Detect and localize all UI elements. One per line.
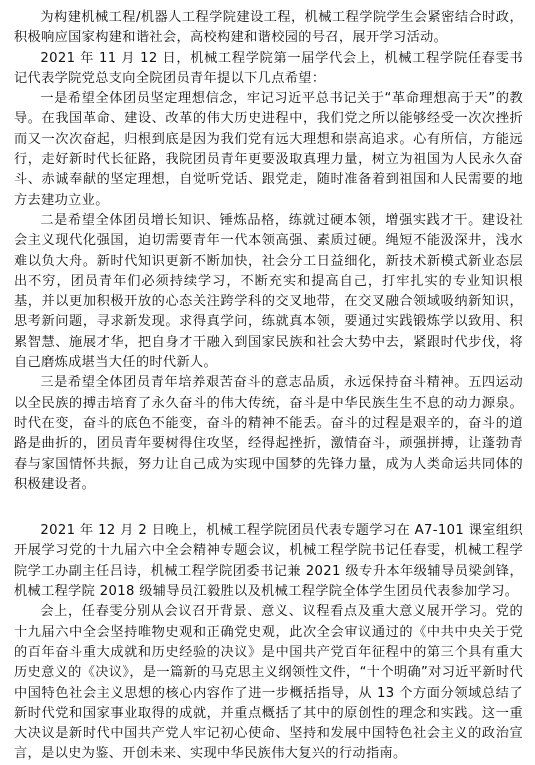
study-meeting-paragraph: 2021 年 12 月 2 日晚上，机械工程学院团员代表专题学习在 A7-101 课室组织开展学习党的十九届六中全会精神专题会议，机械工程学院书记任春雯，机械工程学院学工办副主任吕诗，机械工程学院团委书记兼 2021 级专升本年级辅导员梁剑锋，机械工程学院 2018 级辅导员江毅胜以及机械工程学院全体学生团员代表参加学习。 — [14, 523, 523, 600]
hope-one-paragraph: 一是希望全体团员坚定理想信念，牢记习近平总书记关于“革命理想高于天”的教导。在我国革命、建设、改革的伟大历史进程中，我们党之所以能够经受一次次挫折而又一次次奋起，归根到底是因为我们党有远大理想和崇高追求。心有所信，方能远行，走好新时代长征路，我院团员青年更要汲取真理力量，树立为祖国为人民永久奋斗、赤诚奉献的坚定理想，自觉听党话、跟党走，随时准备着到祖国和人民需要的地方去建功立业。 — [14, 91, 523, 208]
hope-two-paragraph: 二是希望全体团员增长知识、锤炼品格，练就过硬本领，增强实践才干。建设社会主义现代化强国，迫切需要青年一代本领高强、素质过硬。绳短不能汲深井，浅水难以负大舟。新时代知识更新不断加快，社会分工日益细化，新技术新模式新业态层出不穷，团员青年们必须持续学习，不断充实和提高自己，打牢扎实的专业知识根基，并以更加积极开放的心态关注跨学科的交叉地带，在交叉融合领域吸纳新知识，思考新问题，寻求新发现。求得真学问，练就真本领，要通过实践锻炼学以致用、积累智慧、施展才华，把自身才干融入到国家民族和社会大势中去，紧跟时代步伐，将自己磨炼成堪当大任的时代新人。 — [14, 212, 523, 371]
congress-paragraph: 2021 年 11 月 12 日，机械工程学院第一届学代会上，机械工程学院任春雯书记代表学院党总支向全院团员青年提以下几点希望： — [14, 50, 523, 86]
section-gap — [14, 495, 523, 521]
meeting-content-paragraph: 会上，任春雯分别从会议召开背景、意义、议程看点及重大意义展开学习。党的十九届六中全会坚持唯物史观和正确党史观，此次全会审议通过的《中共中央关于党的百年奋斗重大成就和历史经验的决议》是中国共产党百年征程中的第三个具有重大历史意义的《决议》，是一篇新的马克思主义纲领性文件，“十个明确”对习近平新时代中国特色社会主义思想的核心内容作了进一步概括指导，从 13 个方面分领域总结了新时代党和国家事业取得的成就，并重点概括了其中的原创性的理念和实践。这一重大决议是新时代中国共产党人牢记初心使命、坚持和发展中国特色社会主义的政治宣言，是以史为鉴、开创未来、实现中华民族伟大复兴的行动指南。 — [14, 604, 523, 762]
hope-three-paragraph: 三是希望全体团员青年培养艰苦奋斗的意志品质，永远保持奋斗精神。五四运动以全民族的搏击培育了永久奋斗的伟大传统，奋斗是中华民族生生不息的动力源泉。时代在变，奋斗的底色不能变，奋斗的精神不能丢。奋斗的过程是艰辛的，奋斗的道路是曲折的，团员青年要树得住攻坚，经得起挫折，激情奋斗，顽强拼搏，让蓬勃青春与家国情怀共振，努力让自己成为实现中国梦的先锋力量，成为人类命运共同体的积极建设者。 — [14, 375, 523, 492]
article-body — [14, 8, 523, 765]
intro-paragraph: 为构建机械工程/机器人工程学院建设工程，机械工程学院学生会紧密结合时政，积极响应国家构建和谐社会，高校构建和谐校园的号召，展开学习活动。 — [14, 10, 523, 46]
